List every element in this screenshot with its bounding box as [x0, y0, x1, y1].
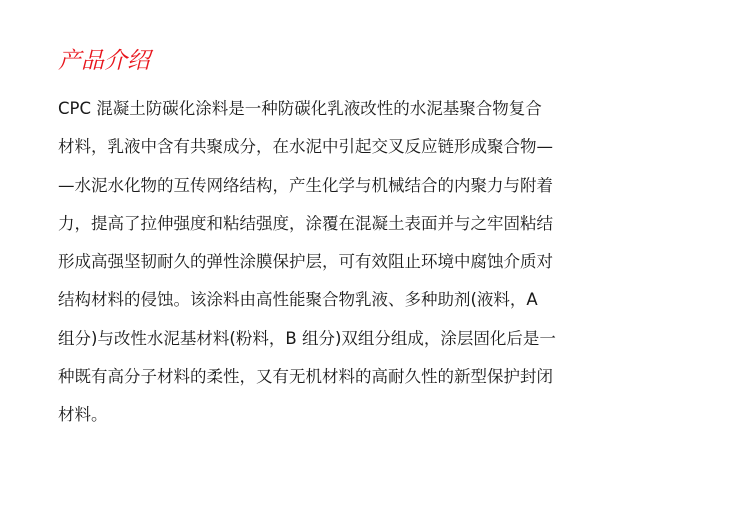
paragraph-line: 力，提高了拉伸强度和粘结强度，涂覆在混凝土表面并与之牢固粘结: [58, 213, 553, 233]
paragraph-line: 组分)与改性水泥基材料(粉料，B 组分)双组分组成，涂层固化后是一: [58, 328, 556, 348]
paragraph-line: CPC 混凝土防碳化涂料是一种防碳化乳液改性的水泥基聚合物复合: [58, 99, 542, 118]
paragraph-line: 材料。: [58, 405, 108, 425]
paragraph-line: 材料，乳液中含有共聚成分，在水泥中引起交叉反应链形成聚合物—: [58, 137, 553, 157]
paragraph-line: 种既有高分子材料的柔性，又有无机材料的高耐久性的新型保护封闭: [58, 367, 553, 387]
section-title: 产品介绍: [58, 48, 150, 74]
paragraph-line: 形成高强坚韧耐久的弹性涂膜保护层，可有效阻止环境中腐蚀介质对: [58, 252, 553, 272]
paragraph-line: 结构材料的侵蚀。该涂料由高性能聚合物乳液、多种助剂(液料，A: [58, 290, 538, 310]
paragraph-line: —水泥水化物的互传网络结构，产生化学与机械结合的内聚力与附着: [58, 175, 553, 195]
intro-paragraph: [58, 90, 678, 435]
